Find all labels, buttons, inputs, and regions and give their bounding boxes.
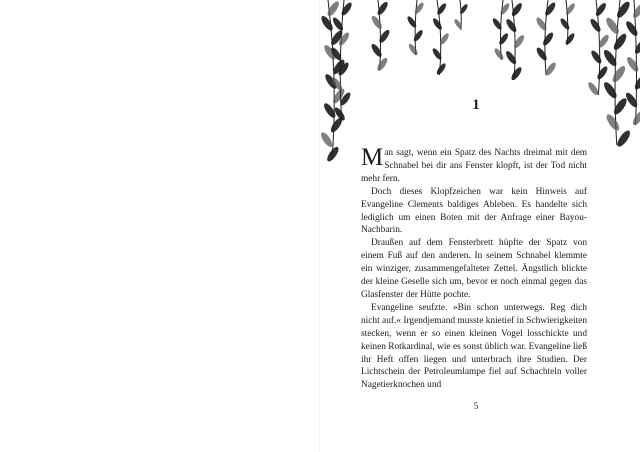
drop-cap: M	[361, 144, 384, 171]
chapter-body-text	[361, 144, 587, 392]
leaf-icon	[512, 34, 526, 50]
leaf-icon	[431, 17, 443, 31]
leaf-icon	[320, 14, 335, 32]
chapter-number: 1	[472, 97, 480, 113]
leaf-icon	[499, 2, 511, 16]
leaf-icon	[505, 18, 519, 34]
leaf-icon	[370, 14, 384, 30]
leaf-icon	[589, 17, 603, 33]
leaf-icon	[493, 47, 505, 61]
leaf-icon	[370, 42, 384, 58]
paragraph-1	[361, 144, 587, 186]
hanging-willow-illustration	[320, 0, 640, 165]
paragraph-3: Draußen auf dem Fensterbrett hüpfte der Spatz von einem Fuß auf den anderen. In seinem Schnabel klemmte ein winziger, zusammengefalteter Zettel. Ängstlich blickte der kleine Geselle sich um, bevor er noch einmal gegen das Glasfenster der Hütte pochte.	[361, 238, 587, 300]
leaf-icon	[604, 112, 621, 132]
paragraph-1-text: an sagt, wenn ein Spatz des Nachts dreimal mit dem Schnabel bei dir ans Fenster klopft, ist der Tod nicht mehr fern.	[361, 148, 587, 184]
leaf-icon	[340, 1, 354, 17]
leaf-icon	[498, 32, 510, 46]
leaf-icon	[615, 129, 632, 149]
leaf-icon	[535, 46, 549, 62]
leaf-icon	[375, 56, 389, 72]
page-number: 5	[473, 401, 479, 411]
leaf-icon	[615, 0, 632, 20]
leaf-icon	[510, 66, 524, 82]
leaf-icon	[564, 32, 576, 46]
paragraph-2: Doch dieses Klopfzeichen war kein Hinweis auf Evangeline Clements baldiges Ableben. Es handelte sich lediglich um einen Boten mit der Anfrage einer Bayou-Nachbarin.	[361, 186, 587, 236]
leaf-icon	[320, 131, 334, 149]
leaf-icon	[590, 49, 604, 65]
leaf-icon	[378, 28, 392, 44]
leaf-icon	[596, 65, 610, 81]
leaf-icon	[412, 29, 424, 43]
leaf-icon	[631, 2, 640, 20]
leaf-icon	[612, 96, 629, 116]
leaf-icon	[431, 47, 443, 61]
leaf-icon	[625, 55, 640, 73]
leaf-icon	[413, 1, 425, 15]
leaf-icon	[586, 81, 600, 97]
leaf-icon	[543, 1, 557, 17]
leaf-icon	[602, 80, 619, 100]
leaf-icon	[407, 43, 419, 57]
leaf-icon	[612, 32, 629, 52]
leaf-icon	[541, 31, 555, 47]
leaf-icon	[559, 17, 571, 31]
paragraph-4: Evangeline seufzte. »Bin schon unterwegs. Reg dich nicht auf.« Irgendjemand musste knietief in Schwierigkeiten stecken, wenn er so einen kleinen Vogel losschickte und keinen Rotkardinal, wie es sonst üblich war. Evangeline ließ ihr Heft offen liegen und unterbrach ihre Studien. Der Lichtschein der Petroleumlampe fiel auf Schachteln voller Nagetierknochen und	[361, 302, 587, 391]
leaf-icon	[624, 20, 639, 38]
leaf-icon	[610, 64, 627, 84]
leaf-icon	[435, 62, 447, 76]
vine-leaves	[320, 0, 640, 163]
leaf-icon	[504, 50, 518, 66]
leaf-icon	[631, 109, 640, 127]
